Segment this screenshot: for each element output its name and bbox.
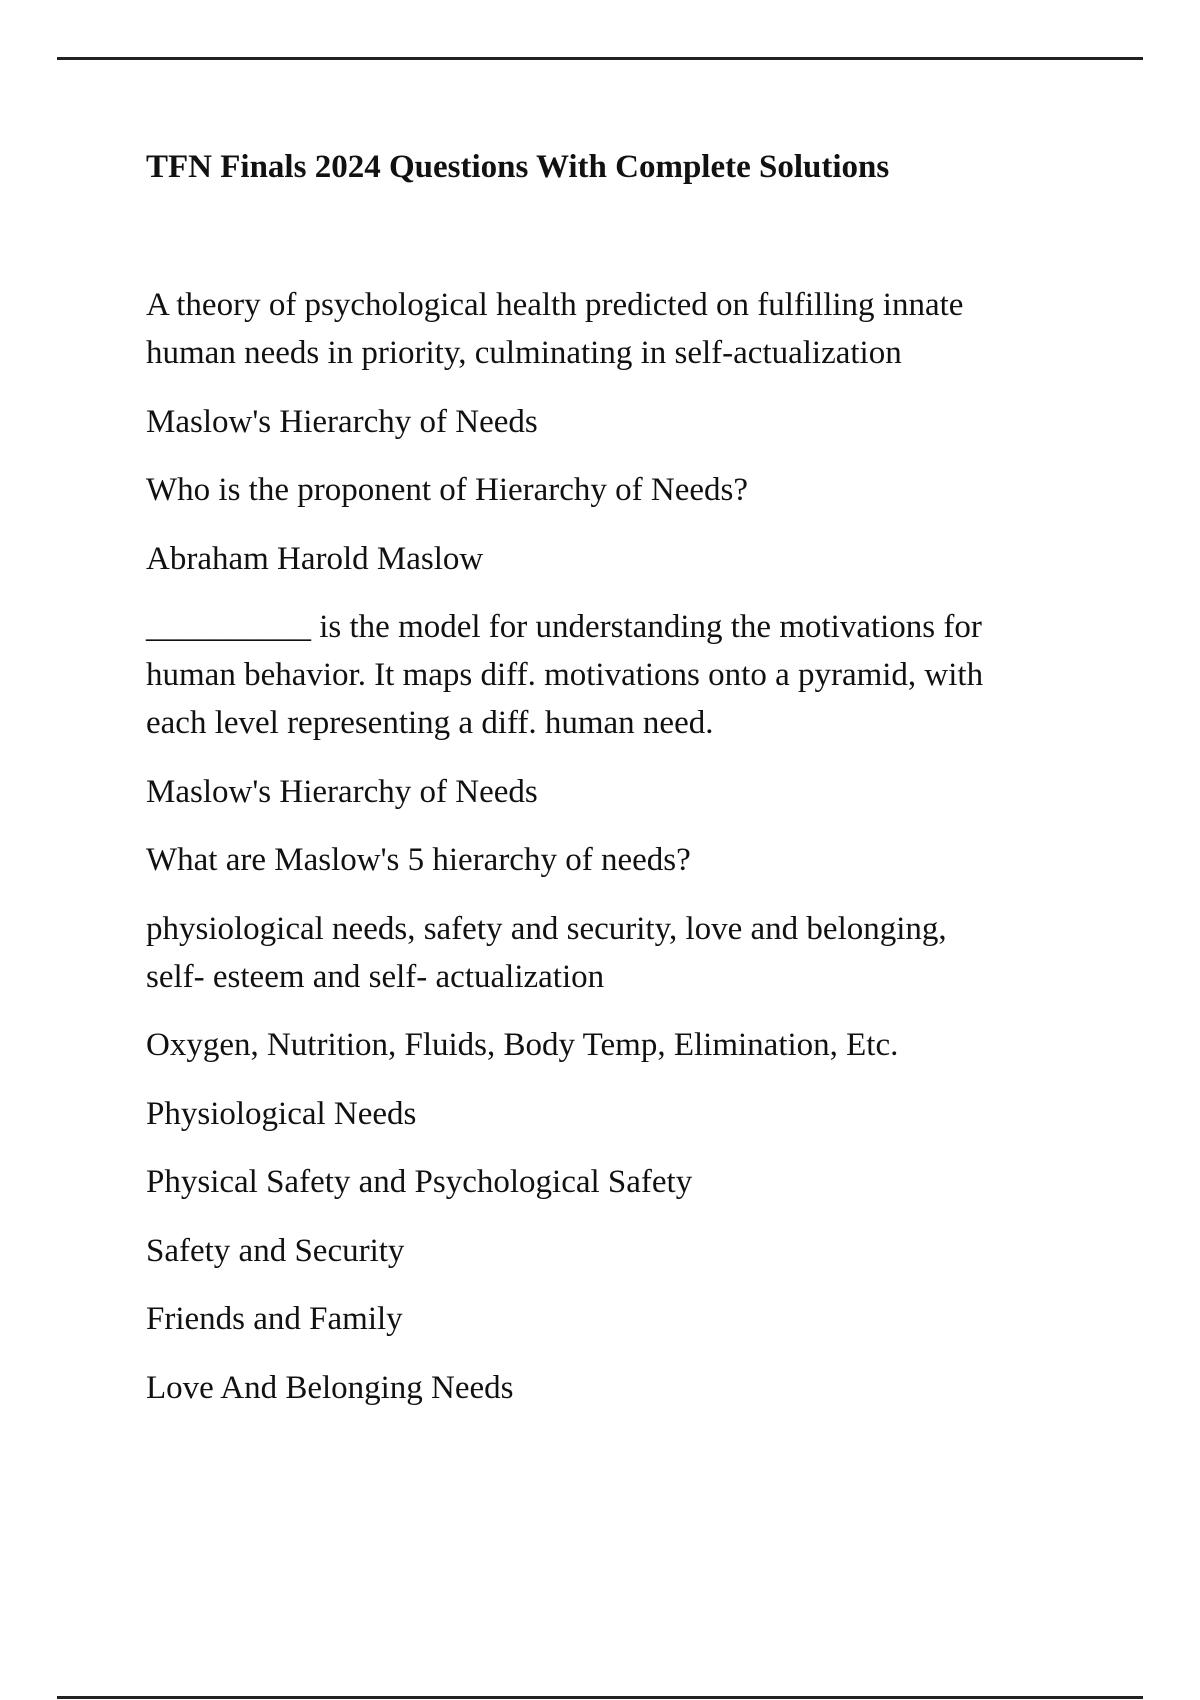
- text-line: Maslow's Hierarchy of Needs: [146, 403, 538, 440]
- qa-paragraph: [146, 836, 1146, 884]
- text-line: Friends and Family: [146, 1301, 403, 1337]
- qa-paragraph: [146, 905, 1146, 1001]
- qa-paragraph: [146, 1158, 1146, 1206]
- qa-paragraph: [146, 1364, 1146, 1412]
- qa-paragraph: [146, 1295, 1146, 1343]
- document-title: TFN Finals 2024 Questions With Complete Solutions: [146, 149, 890, 185]
- qa-paragraph: [146, 398, 1146, 446]
- text-line: Maslow's Hierarchy of Needs: [146, 773, 538, 810]
- qa-paragraph: [146, 466, 1146, 514]
- text-line: A theory of psychological health predicted on fulfilling innate: [146, 287, 964, 323]
- text-line: Abraham Harold Maslow: [146, 540, 484, 577]
- qa-paragraph: [146, 1090, 1146, 1138]
- text-line: physiological needs, safety and security, love and belonging,: [146, 910, 947, 947]
- text-line: Who is the proponent of Hierarchy of Needs?: [146, 472, 749, 508]
- footer-rule: [57, 1696, 1143, 1699]
- qa-paragraph: [146, 535, 1146, 583]
- qa-paragraph: [146, 281, 1146, 377]
- text-line: human behavior. It maps diff. motivations onto a pyramid, with: [146, 657, 984, 693]
- text-line: each level representing a diff. human need.: [146, 705, 714, 741]
- text-line: Love And Belonging Needs: [146, 1369, 514, 1406]
- text-line: Physical Safety and Psychological Safety: [146, 1164, 693, 1200]
- text-line: Physiological Needs: [146, 1095, 417, 1132]
- text-line: Oxygen, Nutrition, Fluids, Body Temp, Elimination, Etc.: [146, 1027, 899, 1063]
- text-line: self- esteem and self- actualization: [146, 958, 605, 995]
- qa-paragraph: [146, 1021, 1146, 1069]
- text-line: Safety and Security: [146, 1232, 405, 1269]
- qa-paragraph: [146, 603, 1146, 747]
- text-line: __________ is the model for understanding the motivations for: [146, 609, 982, 645]
- qa-paragraph: [146, 768, 1146, 816]
- text-line: What are Maslow's 5 hierarchy of needs?: [146, 842, 691, 878]
- header-rule: [57, 57, 1143, 60]
- document-body: [146, 281, 1146, 1432]
- text-line: human needs in priority, culminating in self-actualization: [146, 335, 902, 371]
- qa-paragraph: [146, 1227, 1146, 1275]
